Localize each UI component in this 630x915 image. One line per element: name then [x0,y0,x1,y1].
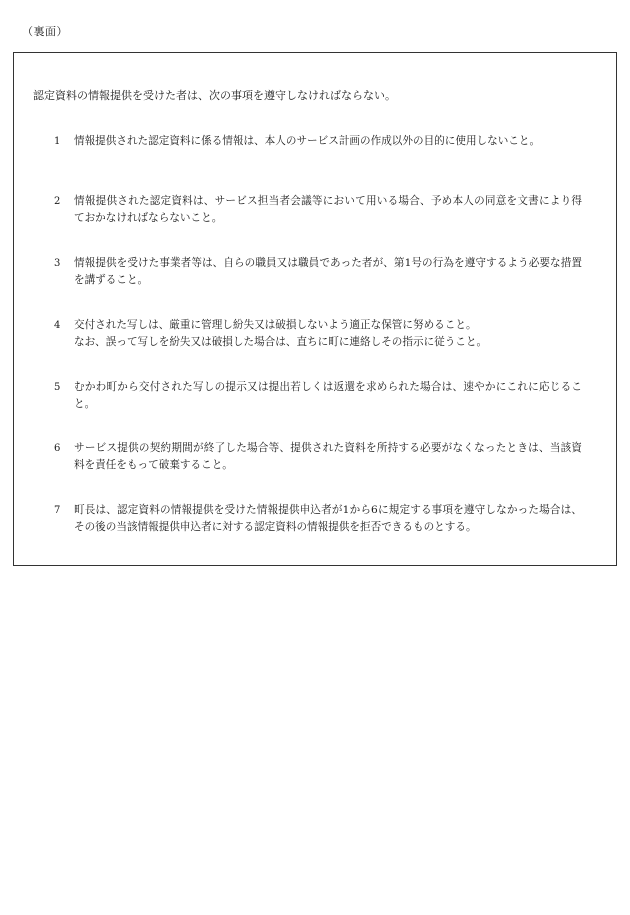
term-text: 町長は、認定資料の情報提供を受けた情報提供申込者が1から6に規定する事項を遵守しなかった場合は、その後の当該情報提供申込者に対する認定資料の情報提供を拒否できるものとする。 [74,504,582,533]
term-text-line-2: なお、誤って写しを紛失又は破損した場合は、直ちに町に連絡しその指示に従うこと。 [74,336,488,348]
term-text: 情報提供を受けた事業者等は、自らの職員又は職員であった者が、第1号の行為を遵守するよう必要な措置を講ずること。 [74,257,582,286]
intro-sentence: 認定資料の情報提供を受けた者は、次の事項を遵守しなければならない。 [33,89,396,102]
term-number: 1 [54,136,61,147]
terms-frame [13,52,617,566]
term-number: 5 [54,382,61,393]
term-text: サービス提供の契約期間が終了した場合等、提供された資料を所持する必要がなくなったときは、当該資料を責任をもって破棄すること。 [74,442,582,471]
term-number: 7 [54,505,61,516]
term-text: むかわ町から交付された写しの提示又は提出若しくは返還を求められた場合は、速やかにこれに応じること。 [74,381,582,410]
term-number: 4 [54,320,61,331]
term-number: 6 [54,443,61,454]
term-text: 情報提供された認定資料に係る情報は、本人のサービス計画の作成以外の目的に使用しないこと。 [74,135,541,147]
term-number: 2 [54,196,61,207]
term-text-line: 交付された写しは、厳重に管理し紛失又は破損しないよう適正な保管に努めること。 [74,319,477,331]
page-side-label: （裏面） [22,25,68,38]
term-text [74,317,582,351]
term-text: 情報提供された認定資料は、サービス担当者会議等において用いる場合、予め本人の同意を文書により得ておかなければならないこと。 [74,195,582,224]
term-number: 3 [54,258,61,269]
